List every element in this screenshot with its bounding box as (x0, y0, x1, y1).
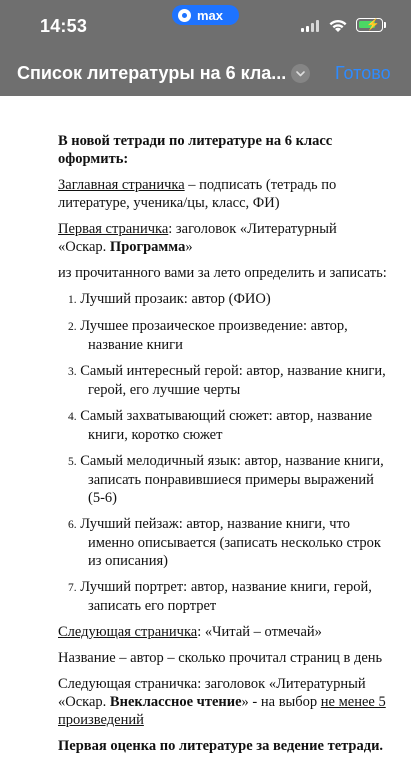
navigation-bar (0, 55, 411, 91)
first-page-bold: Программа (109, 239, 186, 255)
title-page-text: – подписать (тетрадь по литературе, ученика/цы, класс, ФИ) (58, 177, 337, 211)
list-item-number: 3. (68, 366, 77, 378)
next-page-text: : «Читай – отмечай» (197, 624, 322, 640)
max-app-pill[interactable] (172, 5, 239, 25)
chevron-down-icon (291, 64, 310, 83)
status-bar (0, 0, 411, 50)
first-page-text: : заголовок «Литературный «Оскар. (58, 221, 337, 255)
next-page-paragraph (58, 623, 388, 641)
next-page2-bold: Внеклассное чтение (109, 694, 242, 710)
doc-heading: В новой тетради по литературе на 6 класс оформить: (58, 133, 333, 167)
list-item-continuation: герой, его лучшие черты (88, 382, 241, 398)
list-item-number: 4. (68, 411, 77, 423)
document-title: Список литературы на 6 кла... (17, 63, 287, 83)
title-page-label: Заглавная страничка (58, 177, 185, 193)
list-item (58, 317, 388, 354)
list-item-number: 6. (68, 519, 77, 531)
next-page2-text: : заголовок «Литературный «Оскар. (58, 676, 366, 710)
list-item-continuation: записать понравившиеся примеры выражений (5-6) (88, 472, 374, 506)
nominations-list (58, 290, 388, 615)
document-body (58, 132, 388, 763)
title-menu-button[interactable] (291, 64, 310, 83)
list-item-number: 5. (68, 456, 77, 468)
list-item (58, 515, 388, 570)
first-page-paragraph (58, 220, 388, 256)
name-line: Название – автор – сколько прочитал страниц в день (58, 650, 383, 666)
list-item-continuation: название книги (88, 337, 183, 353)
next-page2-mid: » - на выбор (241, 694, 321, 710)
list-item (58, 578, 388, 615)
next-page2-label: Следующая страничка (58, 676, 198, 692)
max-pill-label: max (197, 7, 224, 23)
list-item-continuation: записать его портрет (88, 598, 217, 614)
wifi-icon (328, 18, 348, 33)
first-page-label: Первая страничка (58, 221, 169, 237)
next-page2-underlined: не менее 5 произведений (58, 694, 386, 728)
list-item-number: 2. (68, 321, 77, 333)
list-item-text: Лучший пейзаж: автор, название книги, что (76, 516, 350, 532)
list-item-text: Самый мелодичный язык: автор, название книги, (76, 453, 384, 469)
cellular-signal-icon (301, 20, 321, 32)
charging-bolt-icon: ⚡ (366, 19, 380, 31)
list-item (58, 362, 388, 399)
list-item-text: Лучшее прозаическое произведение: автор, (76, 318, 348, 334)
status-time: 14:53 (40, 16, 88, 36)
battery-nub (384, 22, 386, 28)
list-item-continuation: книги, коротко сюжет (88, 427, 223, 443)
list-item-text: Самый захватывающий сюжет: автор, название (76, 408, 373, 424)
list-item-number: 7. (68, 582, 77, 594)
list-item (58, 290, 388, 309)
list-item (58, 452, 388, 507)
next-page-label: Следующая страничка (58, 624, 198, 640)
list-item-number: 1. (68, 294, 77, 306)
done-button[interactable]: Готово (335, 63, 391, 83)
top-bar (0, 0, 411, 96)
max-logo-icon (178, 9, 191, 22)
first-page-tail: » (185, 239, 193, 255)
list-item-text: Лучший прозаик: автор (ФИО) (76, 291, 271, 307)
list-item (58, 407, 388, 444)
final-note: Первая оценка по литературе за ведение тетради. (58, 738, 384, 754)
list-item-text: Самый интересный герой: автор, название книги, (76, 363, 386, 379)
next-page2-paragraph (58, 675, 388, 729)
list-item-text: Лучший портрет: автор, название книги, герой, (76, 579, 372, 595)
list-item-continuation: именно описывается (записать несколько строк из описания) (88, 535, 381, 569)
intro-text: из прочитанного вами за лето определить и записать: (58, 265, 387, 281)
title-page-paragraph (58, 176, 388, 212)
